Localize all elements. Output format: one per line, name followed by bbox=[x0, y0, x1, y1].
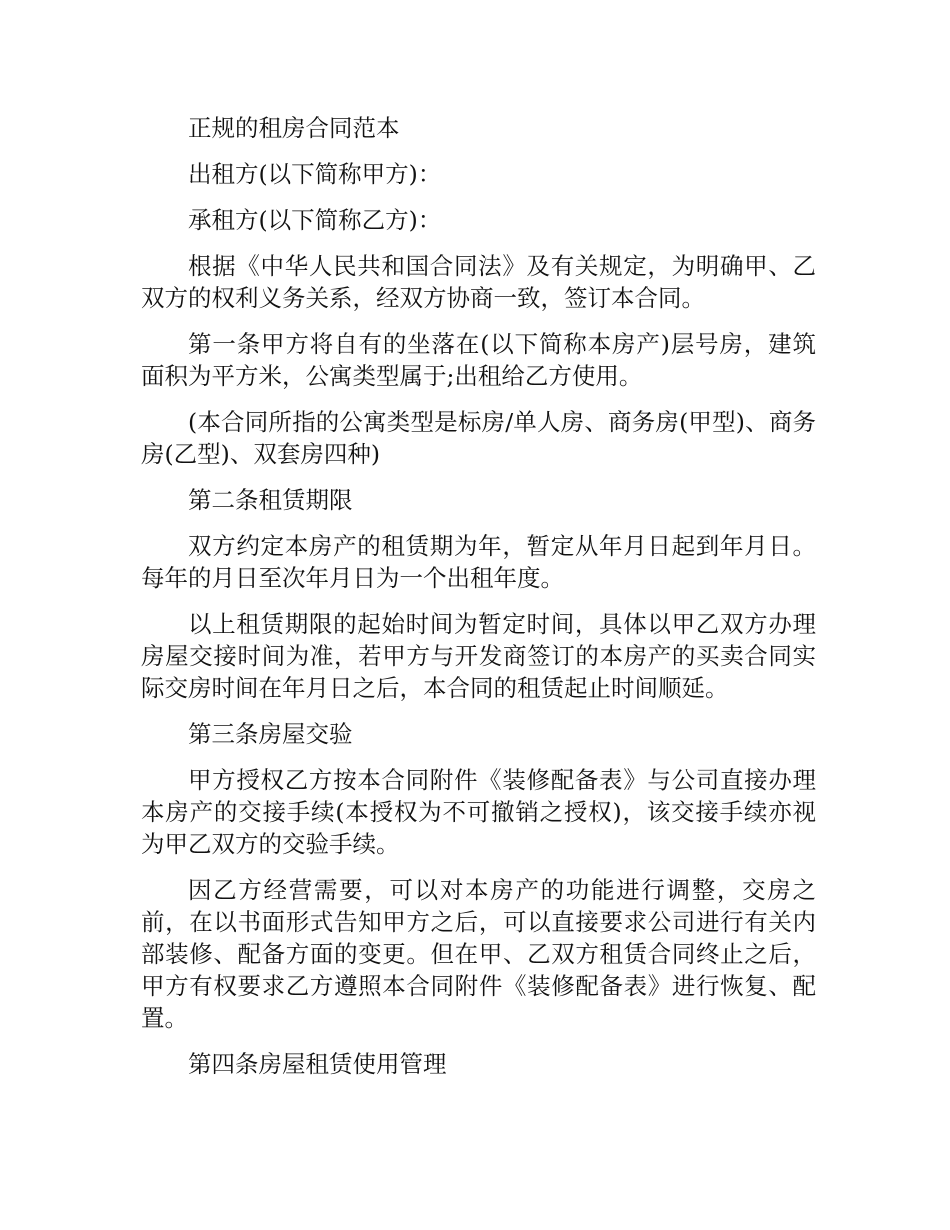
apartment-type-note: (本合同所指的公寓类型是标房/单人房、商务房(甲型)、商务房(乙型)、双套房四种) bbox=[141, 408, 816, 468]
article-1-paragraph: 第一条甲方将自有的坐落在(以下简称本房产)层号房，建筑面积为平方米，公寓类型属于;出租给乙方使用。 bbox=[141, 330, 816, 390]
modification-paragraph: 因乙方经营需要，可以对本房产的功能进行调整，交房之前，在以书面形式告知甲方之后，可以直接要求公司进行有关内部装修、配备方面的变更。但在甲、乙双方租赁合同终止之后，甲方有权要求乙方遵照本合同附件《装修配备表》进行恢复、配置。 bbox=[141, 876, 816, 1032]
handover-paragraph: 甲方授权乙方按本合同附件《装修配备表》与公司直接办理本房产的交接手续(本授权为不可撤销之授权)，该交接手续亦视为甲乙双方的交验手续。 bbox=[141, 766, 816, 858]
preamble-paragraph: 根据《中华人民共和国合同法》及有关规定，为明确甲、乙双方的权利义务关系，经双方协商一致，签订本合同。 bbox=[141, 252, 816, 312]
lease-term-paragraph: 双方约定本房产的租赁期为年，暂定从年月日起到年月日。每年的月日至次年月日为一个出租年度。 bbox=[141, 532, 816, 592]
article-2-heading: 第二条租赁期限 bbox=[188, 486, 353, 514]
lessee-line: 承租方(以下简称乙方)： bbox=[188, 206, 442, 234]
lease-start-paragraph: 以上租赁期限的起始时间为暂定时间，具体以甲乙双方办理房屋交接时间为准，若甲方与开发商签订的本房产的买卖合同实际交房时间在年月日之后，本合同的租赁起止时间顺延。 bbox=[141, 610, 816, 702]
lessor-line: 出租方(以下简称甲方)： bbox=[188, 160, 442, 188]
article-3-heading: 第三条房屋交验 bbox=[188, 720, 353, 748]
document-body bbox=[141, 112, 816, 1094]
article-4-heading: 第四条房屋租赁使用管理 bbox=[188, 1050, 447, 1078]
document-title: 正规的租房合同范本 bbox=[188, 114, 400, 142]
